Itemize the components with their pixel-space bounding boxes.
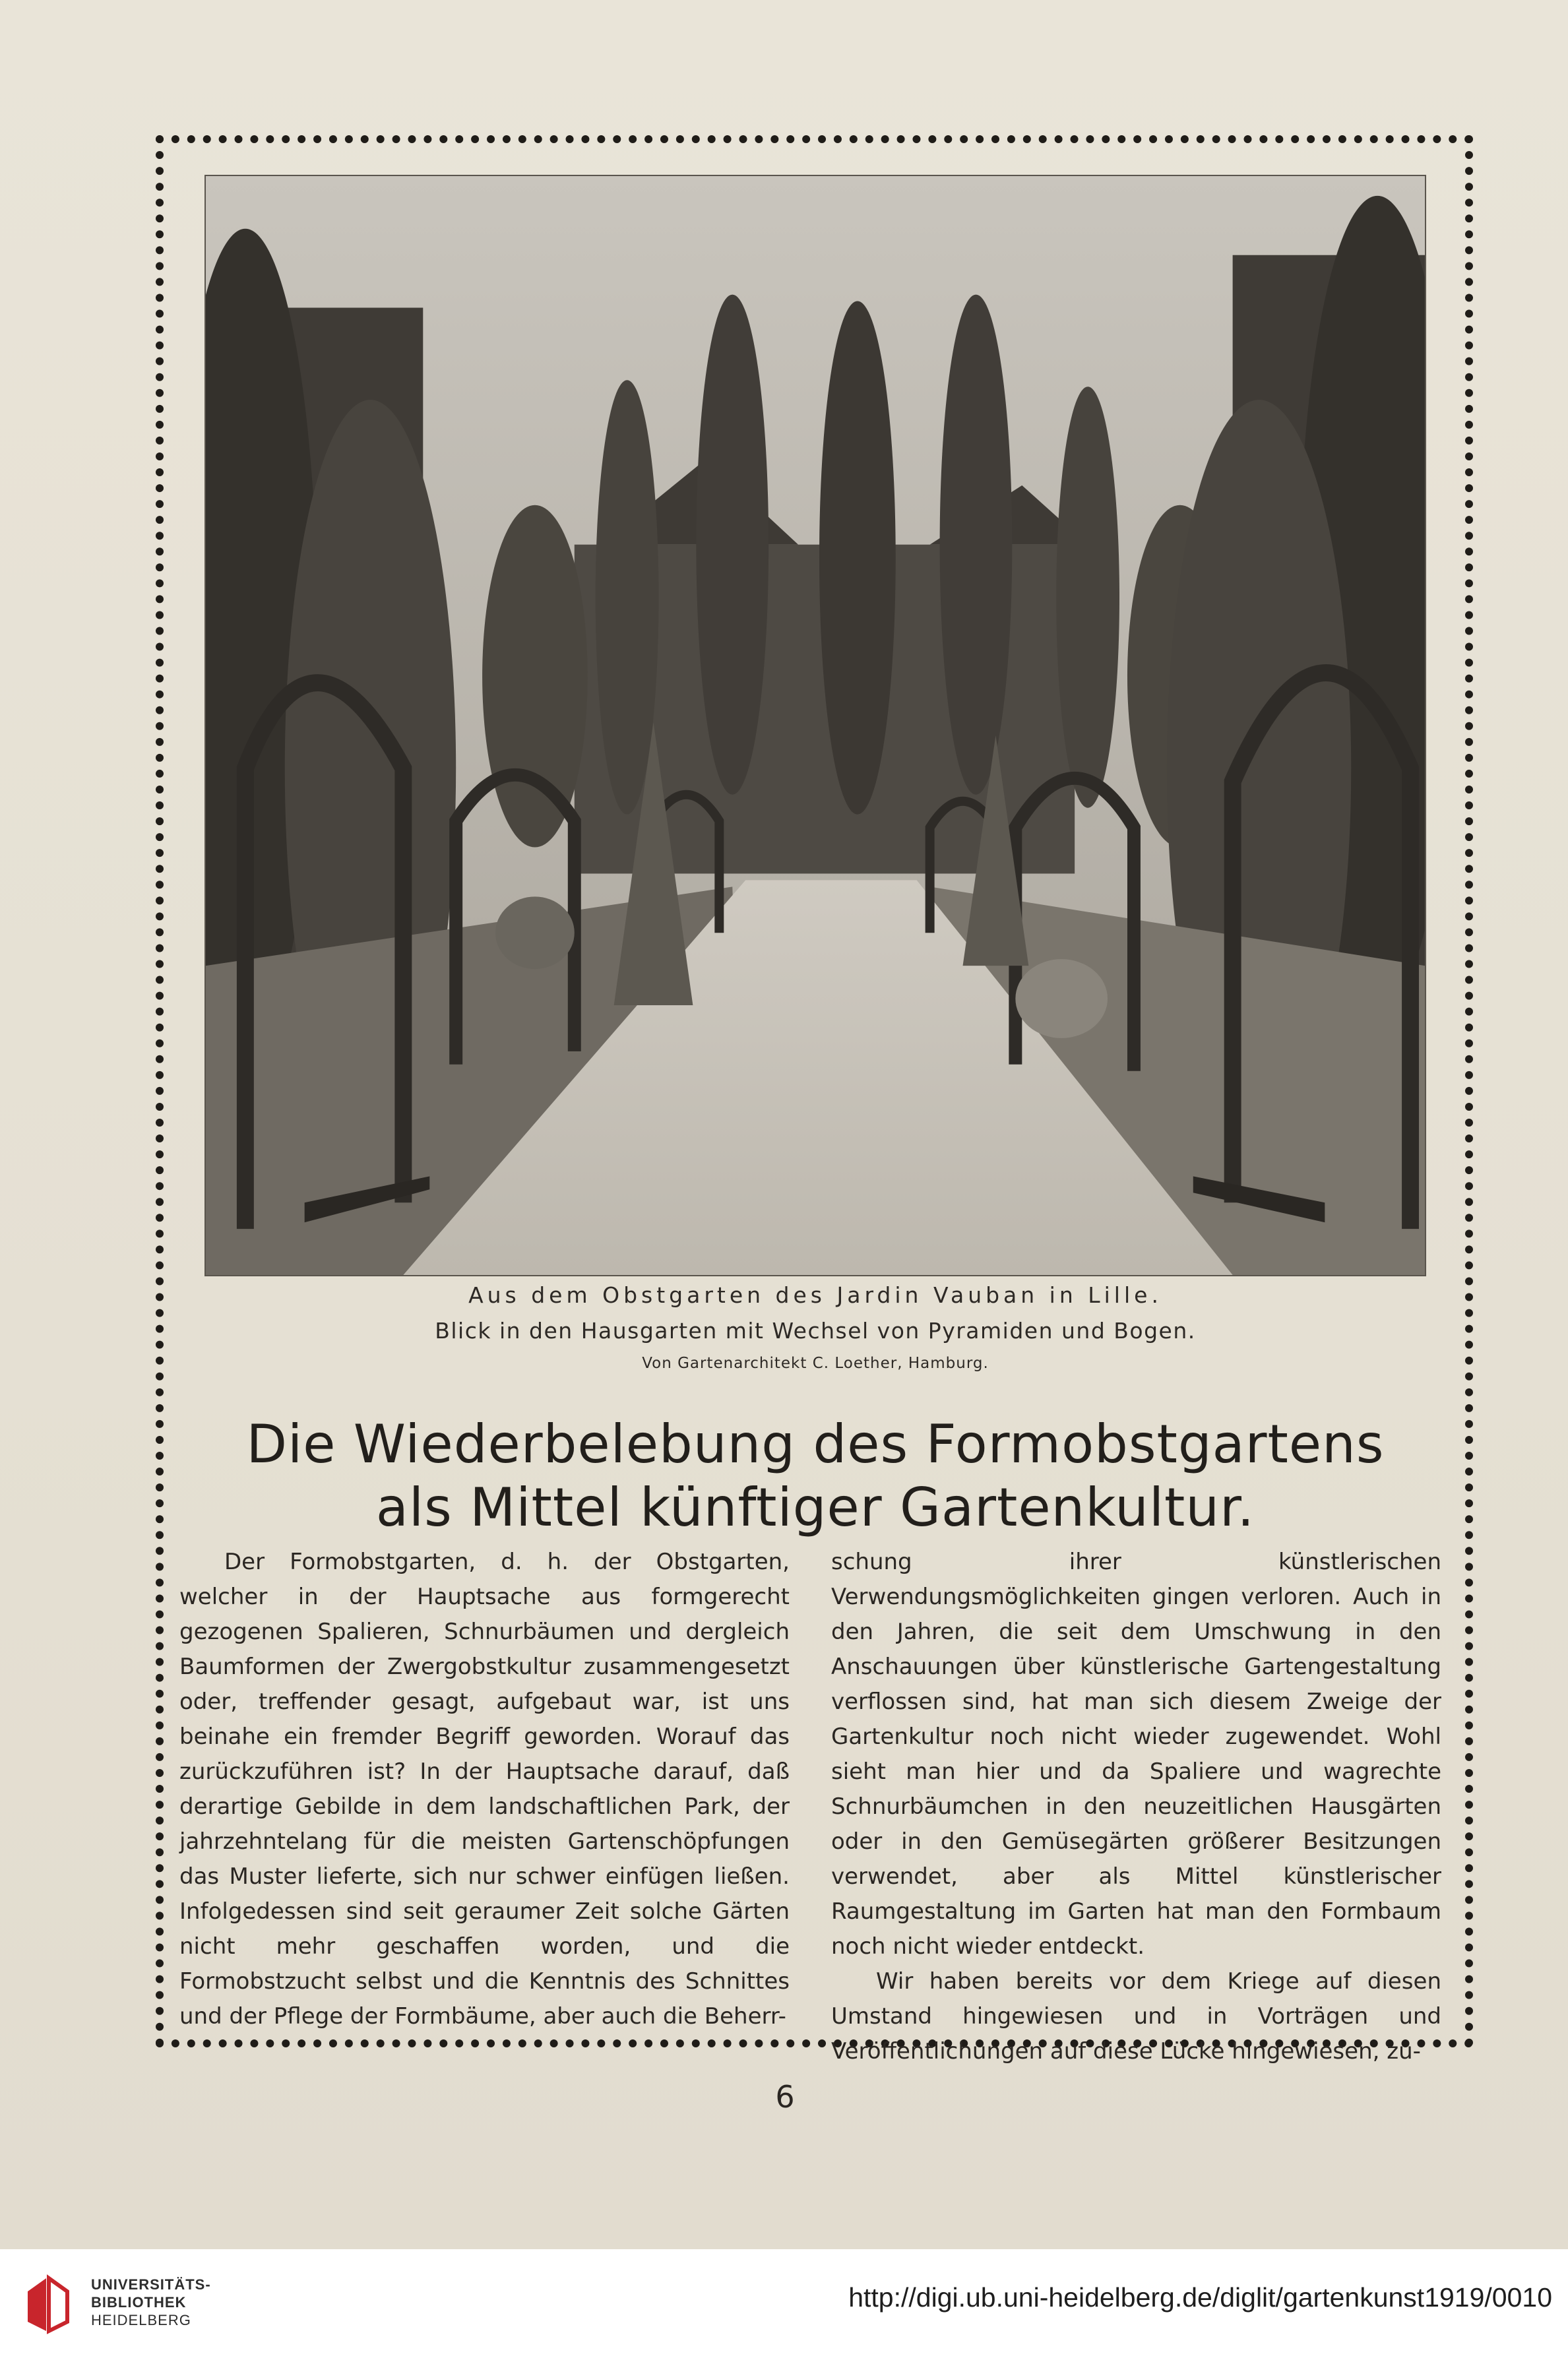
library-name xyxy=(91,2276,211,2329)
figure-caption-subtitle: Blick in den Hausgarten mit Wechsel von Pyramiden und Bogen. xyxy=(435,1318,1196,1344)
right-column-paragraph-1: schung ihrer künstlerischen Verwendungsmöglichkeiten gingen verloren. Auch in den Jahren, die seit dem Umschwung in den Anschauungen über künstlerische Gartengestaltung verflossen sind, hat man sich diesem Zweige der Gartenkultur noch nicht wieder zugewendet. Wohl sieht man hier und da Spaliere und wagrechte Schnurbäumchen in den neuzeitlichen Hausgärten oder in den Gemüsegärten größerer Besitzungen verwendet, aber als Mittel künstlerischer Raumgestaltung im Garten hat man den Formbaum noch nicht wieder entdeckt. xyxy=(831,1549,1441,1960)
article-title-line-2: als Mittel künftiger Gartenkultur. xyxy=(375,1477,1255,1538)
figure-caption-title: Aus dem Obstgarten des Jardin Vauban in Lille. xyxy=(468,1282,1162,1308)
page-number: 6 xyxy=(775,2079,795,2115)
article-right-column xyxy=(831,1545,1441,2069)
article-title-line-1: Die Wiederbelebung des Formobstgartens xyxy=(246,1414,1385,1475)
garden-illustration xyxy=(204,175,1426,1276)
library-name-line-3: HEIDELBERG xyxy=(91,2312,191,2328)
library-name-line-1: UNIVERSITÄTS- xyxy=(91,2276,211,2293)
figure-caption-credit: Von Gartenarchitekt C. Loether, Hamburg. xyxy=(642,1355,989,1372)
heidelberg-library-logo-icon xyxy=(16,2272,75,2338)
garden-illustration-drawing xyxy=(206,176,1425,1275)
article-left-column xyxy=(179,1545,790,2034)
right-column-paragraph-2: Wir haben bereits vor dem Kriege auf diesen Umstand hingewiesen und in Vorträgen und Veröffentlichungen auf diese Lücke hingewiesen, zu- xyxy=(831,1968,1441,2065)
library-name-line-2: BIBLIOTHEK xyxy=(91,2294,187,2311)
digitization-url-link[interactable]: http://digi.ub.uni-heidelberg.de/diglit/gartenkunst1919/0010 xyxy=(848,2282,1552,2313)
left-column-paragraph: Der Formobstgarten, d. h. der Obstgarten, welcher in der Hauptsache aus formgerecht gezogenen Spalieren, Schnurbäumen und dergleich Baumformen der Zwergobstkultur zusammengesetzt oder, treffender gesagt, aufgebaut war, ist uns beinahe ein fremder Begriff geworden. Worauf das zurückzuführen ist? In der Hauptsache darauf, daß derartige Gebilde in dem landschaftlichen Park, der jahrzehntelang für die meisten Gartenschöpfungen das Muster lieferte, sich nur schwer einfügen ließen. Infolgedessen sind seit geraumer Zeit solche Gärten nicht mehr geschaffen worden, und die Formobstzucht selbst und die Kenntnis des Schnittes und der Pflege der Formbäume, aber auch die Beherr- xyxy=(179,1549,790,2030)
